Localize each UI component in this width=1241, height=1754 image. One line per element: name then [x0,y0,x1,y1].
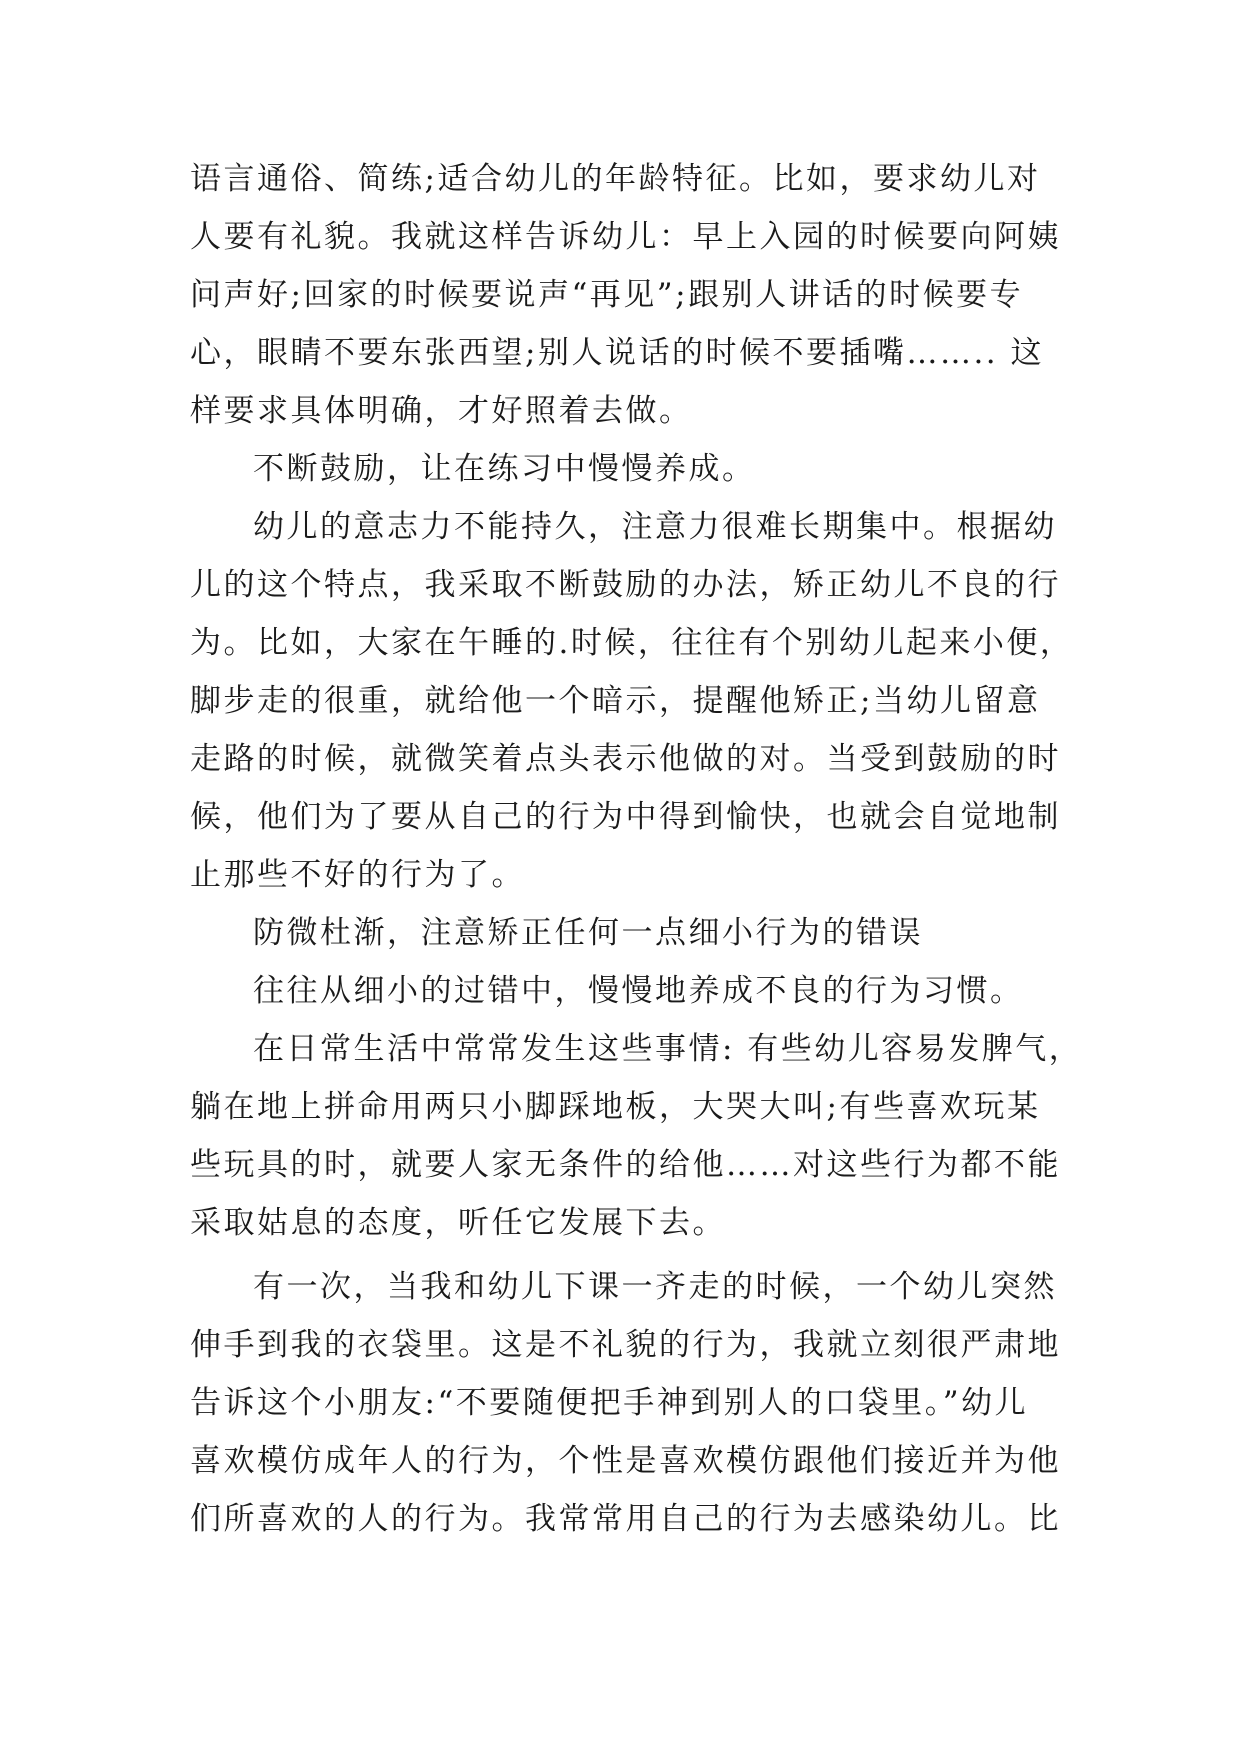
text-line: 们所喜欢的人的行为。我常常用自己的行为去感染幼儿。比 [190,1501,1061,1537]
text-line: 样要求具体明确，才好照着去做。 [190,393,693,429]
text-line: 告诉这个小朋友:“不要随便把手神到别人的口袋里。”幼儿 [190,1385,1029,1421]
text-line: 些玩具的时，就要人家无条件的给他……对这些行为都不能 [190,1147,1061,1183]
text-line: 喜欢模仿成年人的行为，个性是喜欢模仿跟他们接近并为他 [190,1443,1061,1479]
text-line: 往往从细小的过错中，慢慢地养成不良的行为习惯。 [253,973,1024,1009]
text-line: 候，他们为了要从自己的行为中得到愉快，也就会自觉地制 [190,799,1061,835]
text-line: 幼儿的意志力不能持久，注意力很难长期集中。根据幼 [253,509,1057,545]
text-line: 人要有礼貌。我就这样告诉幼儿：早上入园的时候要向阿姨 [190,219,1061,255]
text-line: 走路的时候，就微笑着点头表示他做的对。当受到鼓励的时 [190,741,1061,777]
text-line: 采取姑息的态度，听任它发展下去。 [190,1205,726,1241]
text-line: 伸手到我的衣袋里。这是不礼貌的行为，我就立刻很严肃地 [190,1327,1061,1363]
text-line: 躺在地上拼命用两只小脚踩地板，大哭大叫;有些喜欢玩某 [190,1089,1041,1125]
text-line: 止那些不好的行为了。 [190,857,525,893]
text-line: 有一次，当我和幼儿下课一齐走的时候，一个幼儿突然 [253,1269,1057,1305]
section-heading: 不断鼓励，让在练习中慢慢养成。 [253,451,756,487]
section-heading: 防微杜渐，注意矫正任何一点细小行为的错误 [253,915,923,951]
text-line: 为。比如，大家在午睡的.时候，往往有个别幼儿起来小便， [190,625,1074,661]
text-line: 心，眼睛不要东张西望;别人说话的时候不要插嘴…….. 这 [190,335,1045,371]
text-line: 脚步走的很重，就给他一个暗示，提醒他矫正;当幼儿留意 [190,683,1041,719]
text-line: 在日常生活中常常发生这些事情: 有些幼儿容易发脾气， [253,1031,1083,1067]
text-line: 问声好;回家的时候要说声“再见”;跟别人讲话的时候要专 [190,277,1024,313]
text-line: 儿的这个特点，我采取不断鼓励的办法，矫正幼儿不良的行 [190,567,1061,603]
text-line: 语言通俗、简练;适合幼儿的年龄特征。比如，要求幼儿对 [190,161,1041,197]
